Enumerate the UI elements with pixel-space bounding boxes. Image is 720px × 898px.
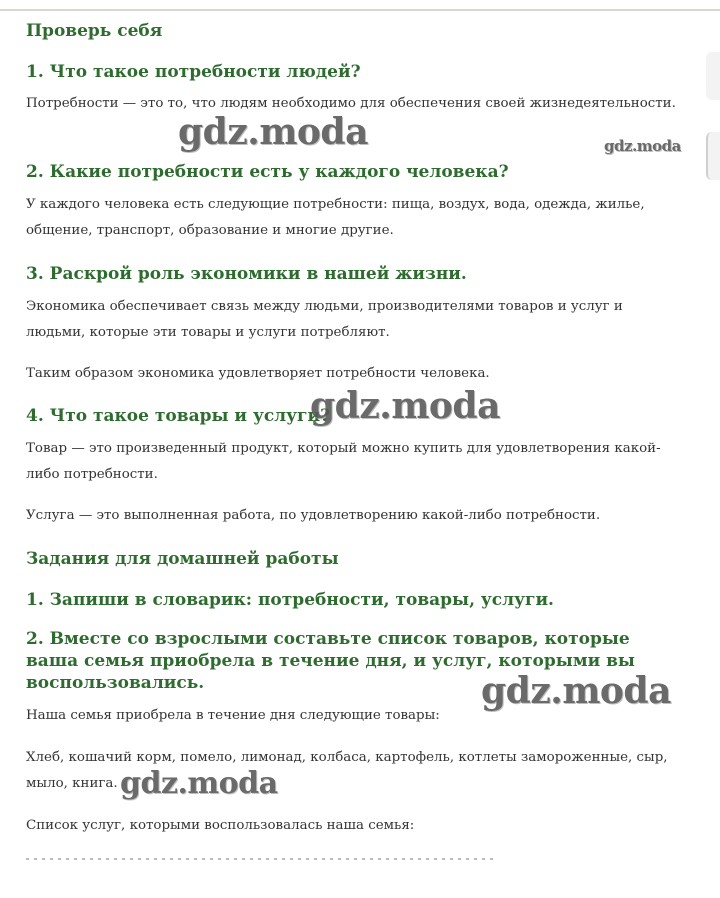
answer-paragraph: Экономика обеспечивает связь между людьми, производителями товаров и услуг и людьми, которые эти товары и услуги потребляют. (26, 299, 623, 340)
question-heading: 1. Что такое потребности людей? (26, 62, 361, 82)
question-heading: 2. Какие потребности есть у каждого человека? (26, 162, 509, 182)
answer-paragraph: Услуга — это выполненная работа, по удовлетворению какой-либо потребности. (26, 508, 601, 523)
side-scroll-tab[interactable] (706, 132, 720, 180)
watermark-logo: gdz.moda (310, 385, 500, 427)
question-heading: 1. Запиши в словарик: потребности, товары, услуги. (26, 590, 554, 610)
answer-paragraph: Товар — это произведенный продукт, который можно купить для удовлетворения какой-либо потребности. (26, 441, 661, 482)
answer-paragraph: Потребности — это то, что людям необходимо для обеспечения своей жизнедеятельности. (26, 96, 676, 111)
watermark-logo: gdz.moda (178, 111, 368, 153)
watermark-logo: gdz.moda (481, 670, 671, 712)
clipped-text-line (26, 858, 496, 860)
answer-paragraph: Наша семья приобрела в течение дня следующие товары: (26, 708, 440, 723)
answer-paragraph: Таким образом экономика удовлетворяет потребности человека. (26, 366, 490, 381)
section-title-homework: Задания для домашней работы (26, 549, 339, 569)
answer-paragraph: Хлеб, кошачий корм, помело, лимонад, колбаса, картофель, котлеты замороженные, сыр, мыло, книга. (26, 750, 668, 791)
question-heading: 2. Вместе со взрослыми составьте список товаров, которые ваша семья приобрела в течение дня, и услуг, которыми вы воспользовались. (26, 629, 635, 693)
section-title-check-yourself: Проверь себя (26, 21, 163, 41)
watermark-logo: gdz.moda (604, 137, 681, 155)
side-scroll-tab[interactable] (706, 52, 720, 100)
answer-paragraph: У каждого человека есть следующие потребности: пища, воздух, вода, одежда, жилье, общение, транспорт, образование и многие другие. (26, 197, 645, 238)
top-divider (0, 9, 720, 11)
watermark-logo: gdz.moda (120, 766, 278, 801)
question-heading: 4. Что такое товары и услуги? (26, 406, 331, 426)
question-heading: 3. Раскрой роль экономики в нашей жизни. (26, 264, 467, 284)
answer-paragraph: Список услуг, которыми воспользовалась наша семья: (26, 818, 415, 833)
